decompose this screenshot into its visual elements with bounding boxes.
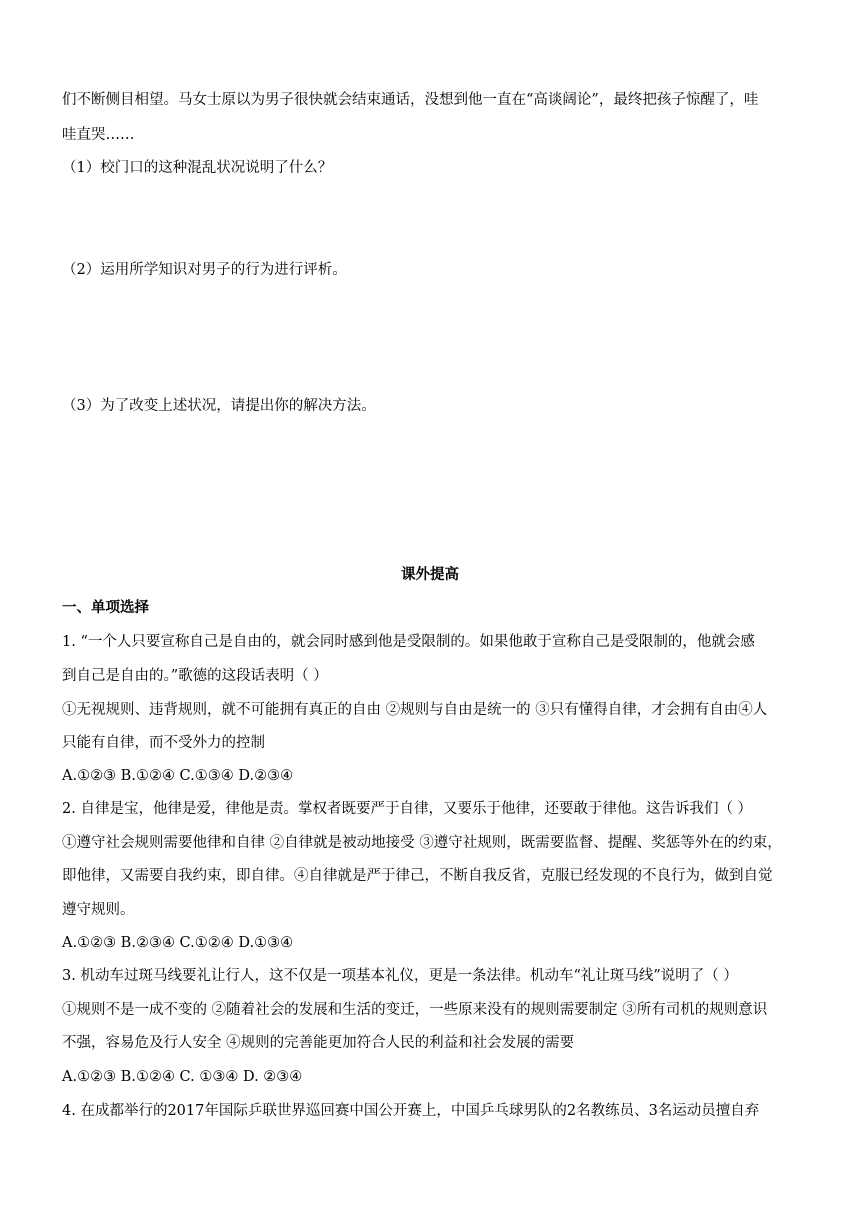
q3-stem-line-1: 3. 机动车过斑马线要礼让行人，这不仅是一项基本礼仪，更是一条法律。机动车“礼让斑马线”说明了（ ） — [62, 968, 738, 984]
passage-line-2: 哇直哭…… — [62, 127, 135, 143]
passage-line-1: 们不断侧目相望。马女士原以为男子很快就会结束通话，没想到他一直在“高谈阔论”，最终把孩子惊醒了，哇 — [62, 92, 759, 108]
sub-question-3: （3）为了改变上述状况，请提出你的解决方法。 — [62, 398, 376, 414]
q1-options: A.①②③ B.①②④ C.①③④ D.②③④ — [62, 768, 294, 784]
q3-statement-line-2: 不强，容易危及行人安全 ④规则的完善能更加符合人民的利益和社会发展的需要 — [62, 1035, 575, 1051]
q2-options: A.①②③ B.②③④ C.①②④ D.①③④ — [62, 935, 294, 951]
part-heading: 一、单项选择 — [62, 600, 149, 616]
q1-statement-line-1: ①无视规则、违背规则，就不可能拥有真正的自由 ②规则与自由是统一的 ③只有懂得自律，才会拥有自由④人 — [62, 702, 768, 718]
section-title: 课外提高 — [401, 567, 459, 583]
q1-statement-line-2: 只能有自律，而不受外力的控制 — [62, 735, 265, 751]
q2-statement-line-2: 即他律，又需要自我约束，即自律。④自律就是严于律己，不断自我反省，克服已经发现的不良行为，做到自觉 — [62, 868, 773, 884]
q3-options: A.①②③ B.①②④ C. ①③④ D. ②③④ — [62, 1069, 303, 1085]
q4-stem-line-1: 4. 在成都举行的2017年国际乒联世界巡回赛中国公开赛上，中国乒乓球男队的2名教练员、3名运动员擅自弃 — [62, 1103, 760, 1119]
q2-statement-line-3: 遵守规则。 — [62, 902, 135, 918]
sub-question-2: （2）运用所学知识对男子的行为进行评析。 — [62, 262, 347, 278]
q1-stem-line-1: 1. “一个人只要宣称自己是自由的，就会同时感到他是受限制的。如果他敢于宣称自己是受限制的，他就会感 — [62, 634, 755, 650]
q1-stem-line-2: 到自己是自由的。”歌德的这段话表明（ ） — [62, 668, 328, 684]
q2-stem-line-1: 2. 自律是宝，他律是爱，律他是责。掌权者既要严于自律，又要乐于他律，还要敢于律他。这告诉我们（ ） — [62, 801, 753, 817]
sub-question-1: （1）校门口的这种混乱状况说明了什么？ — [62, 160, 333, 176]
q2-statement-line-1: ①遵守社会规则需要他律和自律 ②自律就是被动地接受 ③遵守社规则，既需要监督、提醒、奖惩等外在的约束， — [62, 835, 782, 851]
q3-statement-line-1: ①规则不是一成不变的 ②随着社会的发展和生活的变迁，一些原来没有的规则需要制定 ③所有司机的规则意识 — [62, 1002, 768, 1018]
